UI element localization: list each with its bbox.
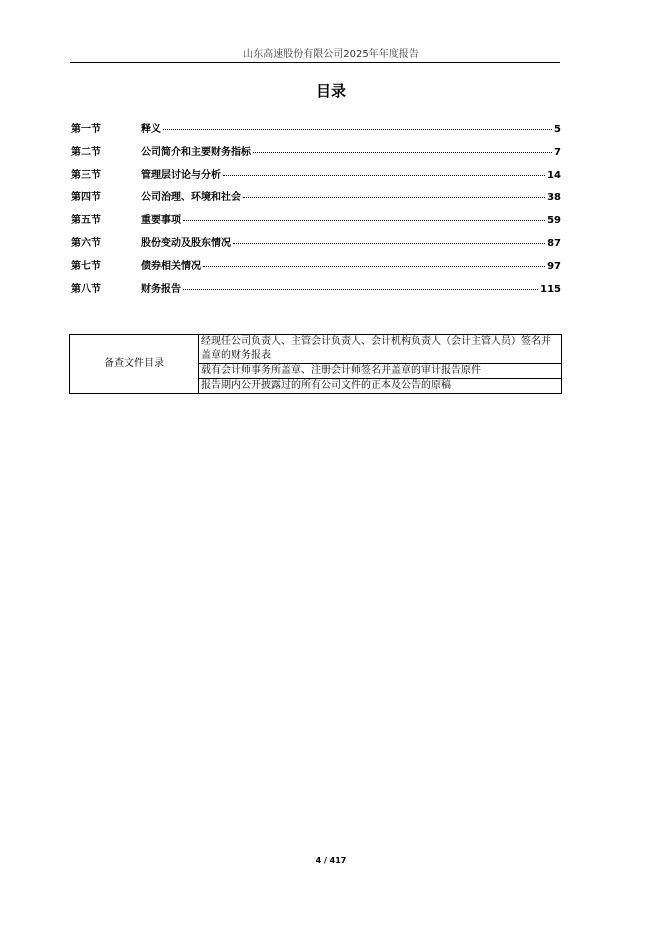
toc-section-label: 释义 — [141, 124, 161, 135]
toc-leader-dots — [253, 152, 552, 153]
table-of-contents — [71, 120, 561, 302]
toc-section-label: 债券相关情况 — [141, 260, 201, 272]
page-number-indicator: 4 / 417 — [315, 856, 347, 865]
toc-entry[interactable] — [71, 120, 561, 143]
header-divider — [70, 62, 560, 63]
toc-section-label: 股份变动及股东情况 — [141, 237, 231, 249]
toc-page-number: 38 — [547, 192, 561, 204]
toc-leader-dots — [183, 220, 545, 221]
toc-page-number: 14 — [547, 169, 561, 181]
toc-section-number: 第八节 — [71, 283, 101, 295]
toc-entry[interactable] — [71, 257, 561, 280]
toc-leader-dots — [203, 266, 545, 267]
toc-section-number: 第七节 — [71, 260, 101, 272]
toc-page-number: 7 — [554, 146, 561, 158]
toc-leader-dots — [223, 175, 545, 176]
toc-entry[interactable] — [71, 211, 561, 234]
report-header-title: 山东高速股份有限公司2025年年度报告 — [243, 49, 419, 60]
toc-section-number: 第一节 — [71, 124, 101, 135]
toc-entry[interactable] — [71, 188, 561, 211]
reference-documents-heading: 备查文件目录 — [70, 335, 199, 394]
toc-section-label: 公司治理、环境和社会 — [141, 192, 241, 204]
toc-page-number: 97 — [547, 260, 561, 272]
toc-leader-dots — [243, 197, 545, 198]
toc-entry[interactable] — [71, 166, 561, 189]
table-row — [70, 335, 562, 364]
toc-leader-dots — [163, 129, 552, 130]
toc-leader-dots — [233, 243, 545, 244]
toc-section-label: 管理层讨论与分析 — [141, 169, 221, 181]
toc-page-number: 5 — [554, 124, 561, 135]
toc-page-number: 59 — [547, 215, 561, 227]
reference-documents-table — [69, 334, 562, 394]
toc-section-number: 第六节 — [71, 237, 101, 249]
reference-document-item: 载有会计师事务所盖章、注册会计师签名并盖章的审计报告原件 — [199, 364, 562, 379]
toc-section-label: 重要事项 — [141, 215, 181, 227]
toc-page-number: 115 — [540, 283, 561, 295]
toc-page-number: 87 — [547, 237, 561, 249]
toc-leader-dots — [183, 289, 538, 290]
toc-section-number: 第三节 — [71, 169, 101, 181]
toc-entry[interactable] — [71, 143, 561, 166]
toc-section-label: 财务报告 — [141, 283, 181, 295]
toc-section-number: 第四节 — [71, 192, 101, 204]
reference-document-item: 经现任公司负责人、主管会计负责人、会计机构负责人（会计主管人员）签名并盖章的财务报表 — [199, 335, 562, 364]
toc-section-label: 公司简介和主要财务指标 — [141, 146, 251, 158]
toc-section-number: 第二节 — [71, 146, 101, 158]
toc-section-number: 第五节 — [71, 215, 101, 227]
toc-entry[interactable] — [71, 280, 561, 303]
page-title: 目录 — [315, 82, 346, 100]
reference-document-item: 报告期内公开披露过的所有公司文件的正本及公告的原稿 — [199, 379, 562, 394]
toc-entry[interactable] — [71, 234, 561, 257]
